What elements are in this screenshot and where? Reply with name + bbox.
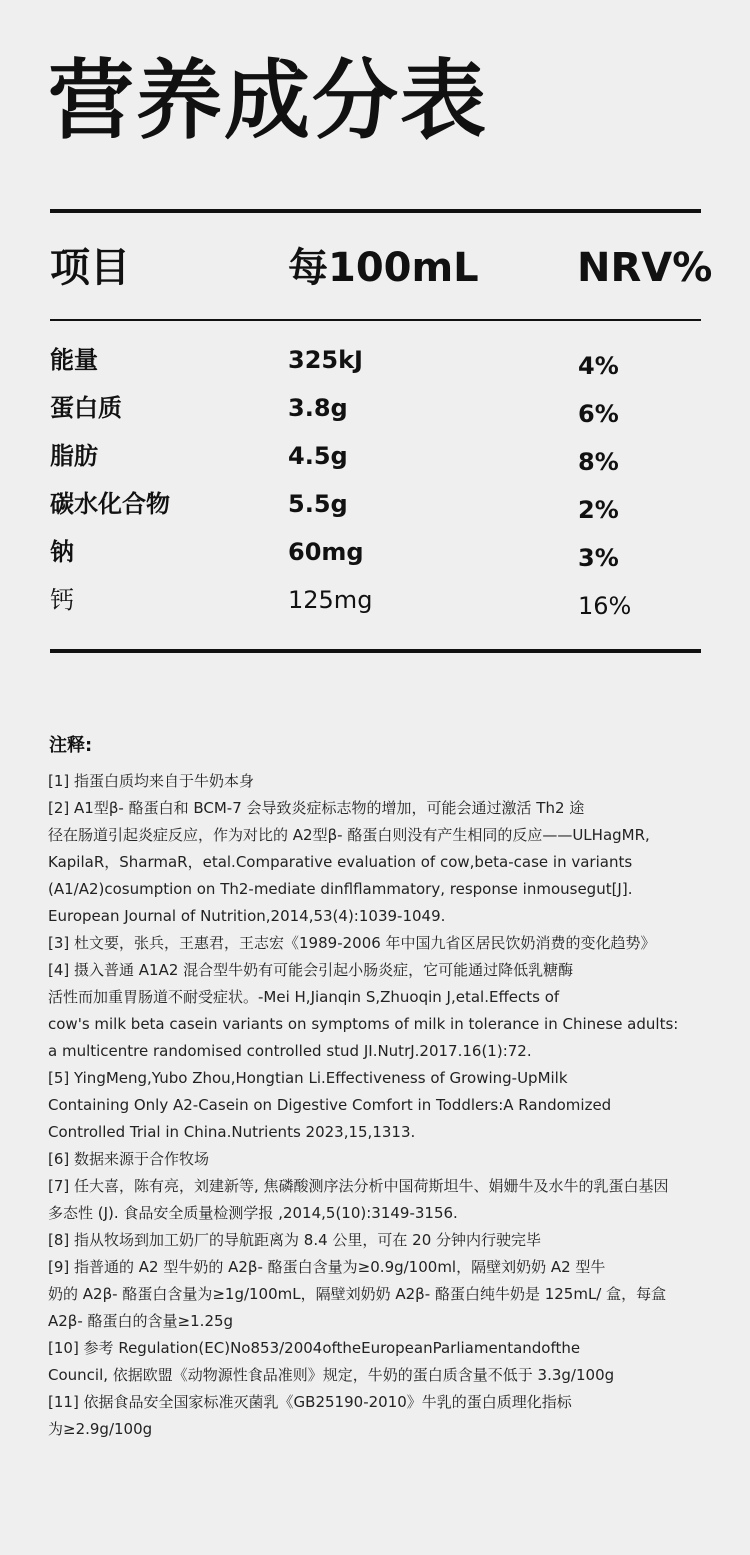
table-row [0, 439, 750, 479]
row-value: 325kJ [288, 346, 363, 374]
row-item: 钠 [50, 538, 74, 566]
note-line: [2] A1型β- 酪蛋白和 BCM-7 会导致炎症标志物的增加，可能会通过激活 Th2 途 [48, 799, 585, 817]
row-nrv: 3% [578, 544, 619, 572]
note-line: Council, 依据欧盟《动物源性食品准则》规定，牛奶的蛋白质含量不低于 3.3g/100g [48, 1366, 615, 1384]
note-line: [8] 指从牧场到加工奶厂的导航距离为 8.4 公里，可在 20 分钟内行驶完毕 [48, 1231, 542, 1249]
row-value: 60mg [288, 538, 364, 566]
row-item: 能量 [50, 346, 98, 374]
note-line: KapilaR，SharmaR，etal.Comparative evaluation of cow,beta-case in variants [48, 853, 633, 871]
note-line: [11] 依据食品安全国家标准灭菌乳《GB25190-2010》牛乳的蛋白质理化指标 [48, 1393, 572, 1411]
note-line: 为≥2.9g/100g [48, 1420, 153, 1438]
note-line: Controlled Trial in China.Nutrients 2023,15,1313. [48, 1123, 416, 1141]
note-line: [4] 摄入普通 A1A2 混合型牛奶有可能会引起小肠炎症，它可能通过降低乳糖酶 [48, 961, 574, 979]
table-row [0, 391, 750, 431]
note-line: [9] 指普通的 A2 型牛奶的 A2β- 酪蛋白含量为≥0.9g/100ml，隔壁刘奶奶 A2 型牛 [48, 1258, 606, 1276]
note-line: 奶的 A2β- 酪蛋白含量为≥1g/100mL，隔壁刘奶奶 A2β- 酪蛋白纯牛奶是 125mL/ 盒，每盒 [48, 1285, 667, 1303]
row-value: 3.8g [288, 394, 348, 422]
top-divider [50, 209, 701, 213]
header-divider [50, 319, 701, 321]
row-item: 碳水化合物 [50, 490, 170, 518]
row-value: 125mg [288, 586, 373, 614]
note-line: cow's milk beta casein variants on symptoms of milk in tolerance in Chinese adults: [48, 1015, 679, 1033]
row-value: 5.5g [288, 490, 348, 518]
header-per-100ml: 每100mL [288, 245, 479, 291]
row-nrv: 4% [578, 352, 619, 380]
note-line: European Journal of Nutrition,2014,53(4):1039-1049. [48, 907, 446, 925]
note-line: [6] 数据来源于合作牧场 [48, 1150, 210, 1168]
note-line: 径在肠道引起炎症反应，作为对比的 A2型β- 酪蛋白则没有产生相同的反应——ULHagMR, [48, 826, 650, 844]
table-row [0, 535, 750, 575]
table-row [0, 343, 750, 383]
note-line: (A1/A2)cosumption on Th2-mediate dinflflammatory, response inmousegut[J]. [48, 880, 633, 898]
row-nrv: 2% [578, 496, 619, 524]
header-item: 项目 [50, 245, 130, 291]
note-line: [7] 任大喜，陈有亮，刘建新等, 焦磷酸测序法分析中国荷斯坦牛、娟姗牛及水牛的乳蛋白基因 [48, 1177, 669, 1195]
note-line: A2β- 酪蛋白的含量≥1.25g [48, 1312, 234, 1330]
row-item: 脂肪 [50, 442, 98, 470]
note-line: [1] 指蛋白质均来自于牛奶本身 [48, 772, 255, 790]
note-line: 活性而加重胃肠道不耐受症状。-Mei H,Jianqin S,Zhuoqin J,etal.Effects of [48, 988, 560, 1006]
row-nrv: 16% [578, 592, 632, 620]
table-row [0, 583, 750, 623]
note-line: Containing Only A2-Casein on Digestive Comfort in Toddlers:A Randomized [48, 1096, 612, 1114]
row-nrv: 6% [578, 400, 619, 428]
table-row [0, 487, 750, 527]
row-nrv: 8% [578, 448, 619, 476]
header-nrv: NRV% [577, 245, 713, 291]
note-line: [3] 杜文要，张兵，王惠君，王志宏《1989-2006 年中国九省区居民饮奶消费的变化趋势》 [48, 934, 656, 952]
notes-list [48, 768, 708, 1443]
notes-title: 注释: [49, 735, 93, 756]
bottom-divider [50, 649, 701, 653]
row-item: 蛋白质 [50, 394, 122, 422]
row-item: 钙 [50, 586, 74, 614]
row-value: 4.5g [288, 442, 348, 470]
note-line: [10] 参考 Regulation(EC)No853/2004oftheEuropeanParliamentandofthe [48, 1339, 581, 1357]
note-line: 多态性 (J). 食品安全质量检测学报 ,2014,5(10):3149-3156. [48, 1204, 458, 1222]
page-title: 营养成分表 [48, 51, 488, 151]
note-line: [5] YingMeng,Yubo Zhou,Hongtian Li.Effectiveness of Growing-UpMilk [48, 1069, 568, 1087]
note-line: a multicentre randomised controlled stud JI.NutrJ.2017.16(1):72. [48, 1042, 532, 1060]
